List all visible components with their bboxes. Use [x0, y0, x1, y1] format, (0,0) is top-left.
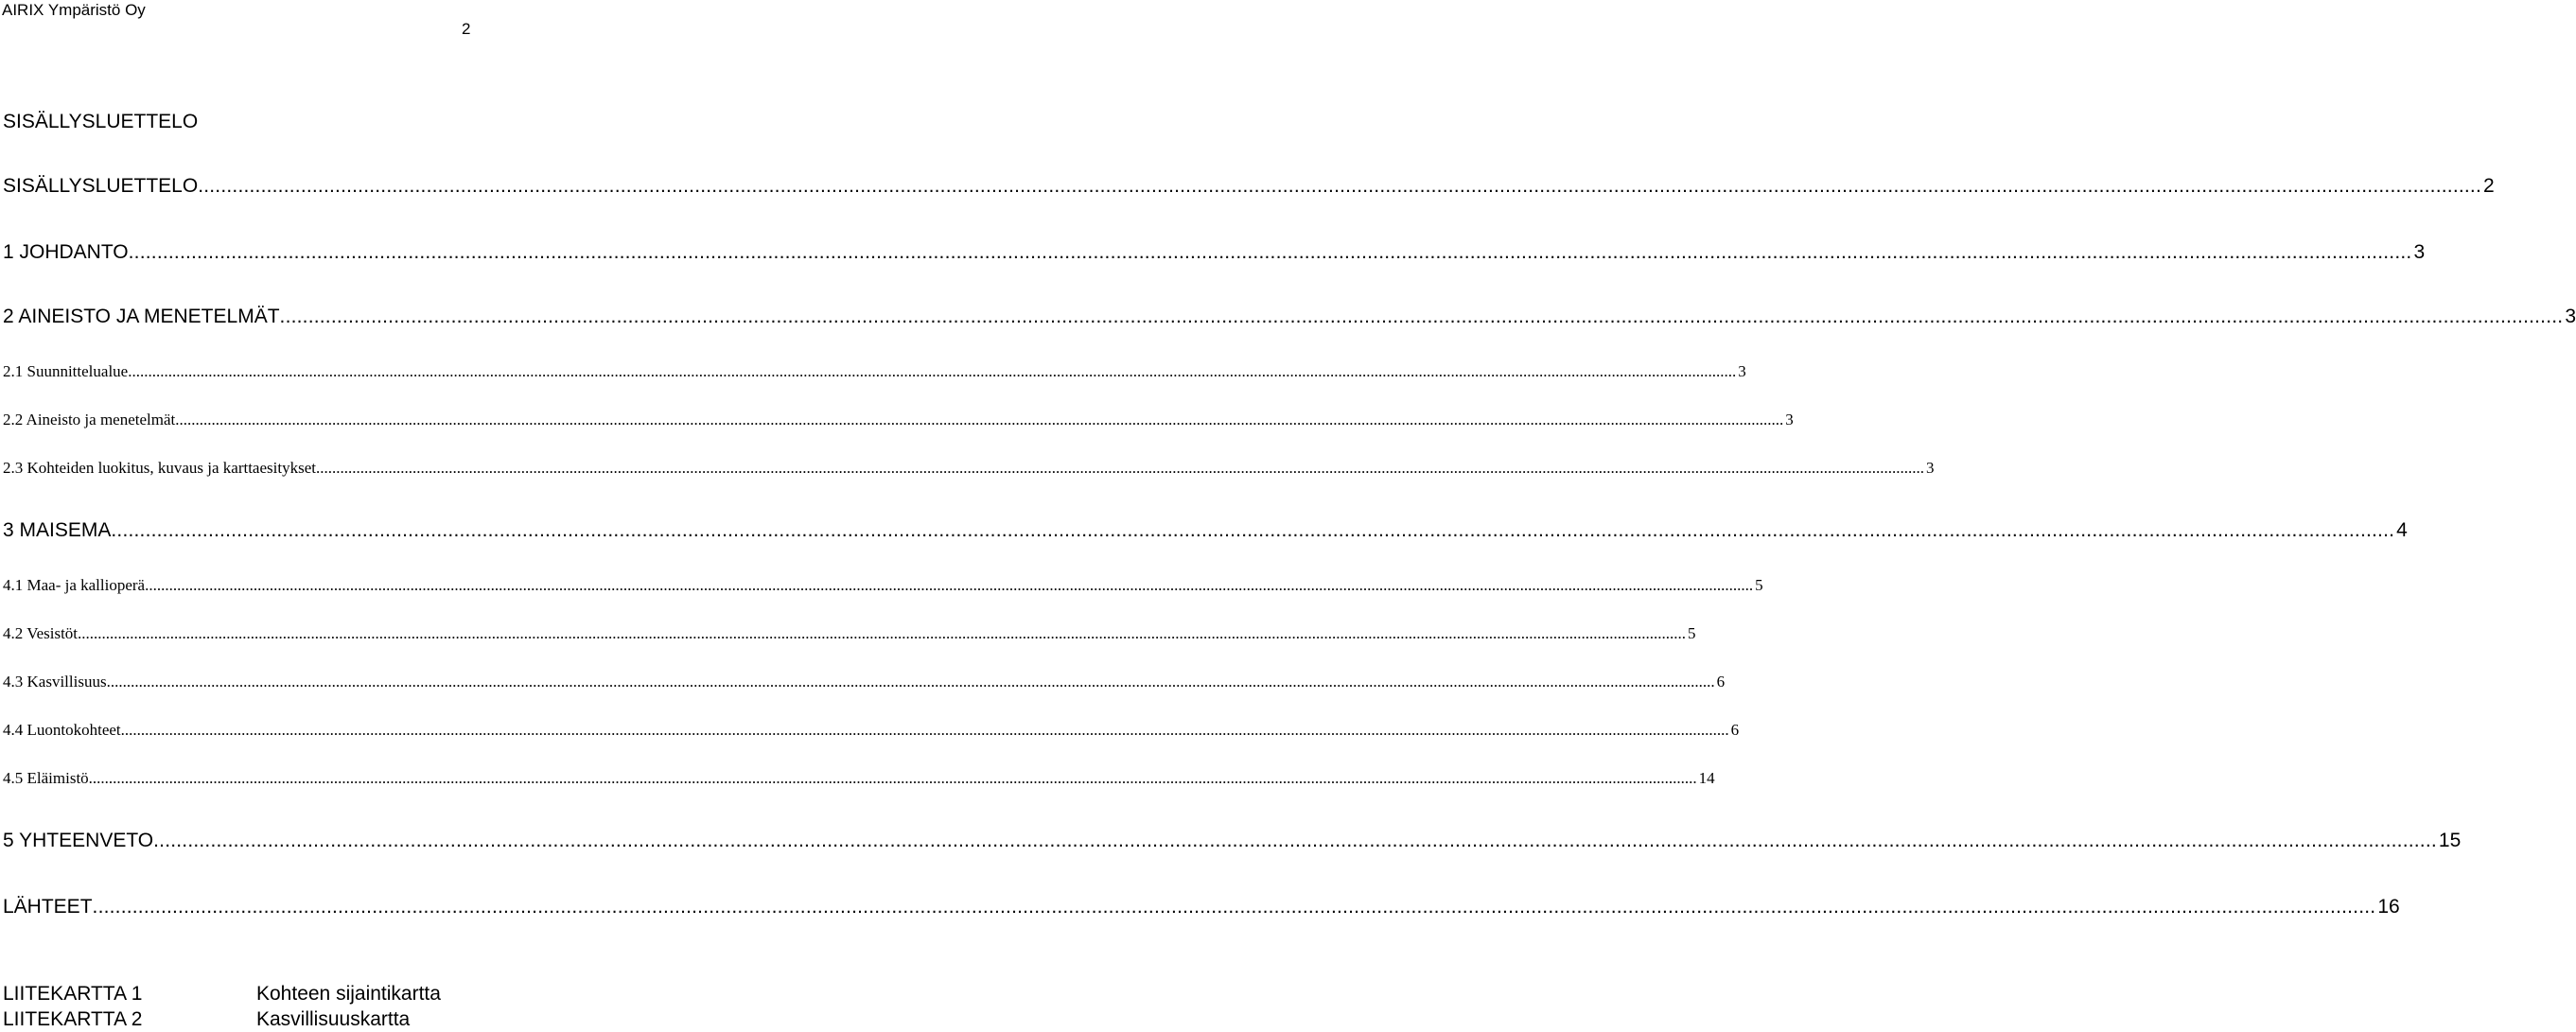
appendix-id: LIITEKARTTA 2	[3, 1008, 143, 1030]
toc-entry-label: 4.3 Kasvillisuus	[3, 673, 107, 691]
toc-leader-dots: ................................................................................................................................................................................................................................................................................................................................................................................................................	[279, 306, 2564, 327]
toc-entry-page: 5	[1688, 624, 1696, 642]
toc-entry-label: 4.5 Eläimistö	[3, 769, 89, 787]
toc-entry[interactable]	[3, 672, 1726, 692]
toc-leader-dots: ................................................................................................................................................................................................................................................................................................................................................................................................................	[153, 830, 2437, 851]
toc-entry-page: 14	[1698, 769, 1715, 787]
appendix-description: Kohteen sijaintikartta	[256, 983, 441, 1005]
appendix-description: Kasvillisuuskartta	[256, 1008, 411, 1030]
toc-entry-label: 4.2 Vesistöt	[3, 624, 79, 642]
toc-entry[interactable]	[3, 575, 1763, 596]
toc-leader-dots: ................................................................................................................................................................................................................................................................................................................................................................................................................	[128, 241, 2412, 263]
toc-entry-page: 3	[2565, 306, 2576, 327]
toc-leader-dots: ................................................................................................................................................................................................................................................................................................................................................................................................................	[198, 175, 2481, 197]
header-page-number: 2	[462, 20, 471, 38]
toc-entry-label: 4.4 Luontokohteet	[3, 721, 121, 739]
appendix-id: LIITEKARTTA 1	[3, 983, 143, 1005]
toc-leader-dots: ................................................................................................................................................................................................................................................................................................................................................................................................................	[128, 362, 1737, 380]
toc-entry-page: 16	[2377, 896, 2400, 918]
toc-entry-page: 15	[2438, 830, 2462, 851]
toc-entry-page: 3	[1925, 459, 1935, 477]
header-company-name: AIRIX Ympäristö Oy	[2, 1, 146, 19]
toc-leader-dots: ................................................................................................................................................................................................................................................................................................................................................................................................................	[88, 769, 1697, 787]
toc-leader-dots: ................................................................................................................................................................................................................................................................................................................................................................................................................	[111, 519, 2395, 541]
toc-entry[interactable]	[3, 410, 1794, 430]
toc-entry-label: 2.2 Aineisto ja menetelmät	[3, 411, 176, 429]
toc-entry-label: 2.3 Kohteiden luokitus, kuvaus ja karttaesitykset	[3, 459, 316, 477]
toc-entry[interactable]	[3, 305, 2576, 329]
toc-leader-dots: ................................................................................................................................................................................................................................................................................................................................................................................................................	[78, 624, 1687, 642]
toc-entry-label: 2.1 Suunnittelualue	[3, 362, 129, 380]
toc-entry-page: 3	[1785, 411, 1794, 429]
toc-entry-page: 6	[1716, 673, 1726, 691]
toc-entry-page: 2	[2483, 175, 2495, 197]
toc-entry-label: SISÄLLYSLUETTELO	[3, 175, 199, 197]
toc-entry-page: 4	[2396, 519, 2408, 541]
toc-leader-dots: ................................................................................................................................................................................................................................................................................................................................................................................................................	[106, 673, 1715, 691]
toc-entry-label: 3 MAISEMA	[3, 519, 112, 541]
toc-entry-label: 2 AINEISTO JA MENETELMÄT	[3, 306, 280, 327]
toc-entry[interactable]	[3, 623, 1696, 644]
toc-entry-label: 1 JOHDANTO	[3, 241, 129, 263]
toc-entry[interactable]	[3, 829, 2462, 853]
toc-entry[interactable]	[3, 768, 1715, 789]
toc-entry-label: 5 YHTEENVETO	[3, 830, 154, 851]
toc-entry[interactable]	[3, 174, 2495, 199]
toc-entry-page: 5	[1755, 576, 1763, 594]
toc-leader-dots: ................................................................................................................................................................................................................................................................................................................................................................................................................	[145, 576, 1754, 594]
toc-entry[interactable]	[3, 458, 1935, 479]
toc-entry[interactable]	[3, 361, 1746, 382]
toc-entry-page: 3	[2413, 241, 2426, 263]
toc-entry-label: LÄHTEET	[3, 896, 93, 918]
toc-entry-page: 3	[1738, 362, 1746, 380]
toc-entry[interactable]	[3, 240, 2426, 265]
toc-leader-dots: ................................................................................................................................................................................................................................................................................................................................................................................................................	[120, 721, 1729, 739]
toc-leader-dots: ................................................................................................................................................................................................................................................................................................................................................................................................................	[315, 459, 1924, 477]
toc-entry-label: 4.1 Maa- ja kallioperä	[3, 576, 146, 594]
toc-leader-dots: ................................................................................................................................................................................................................................................................................................................................................................................................................	[92, 896, 2376, 918]
toc-leader-dots: ................................................................................................................................................................................................................................................................................................................................................................................................................	[175, 411, 1784, 429]
toc-entry[interactable]	[3, 895, 2400, 919]
toc-entry[interactable]	[3, 518, 2408, 543]
toc-entry-page: 6	[1730, 721, 1740, 739]
toc-entry[interactable]	[3, 720, 1740, 741]
toc-heading: SISÄLLYSLUETTELO	[3, 111, 199, 132]
